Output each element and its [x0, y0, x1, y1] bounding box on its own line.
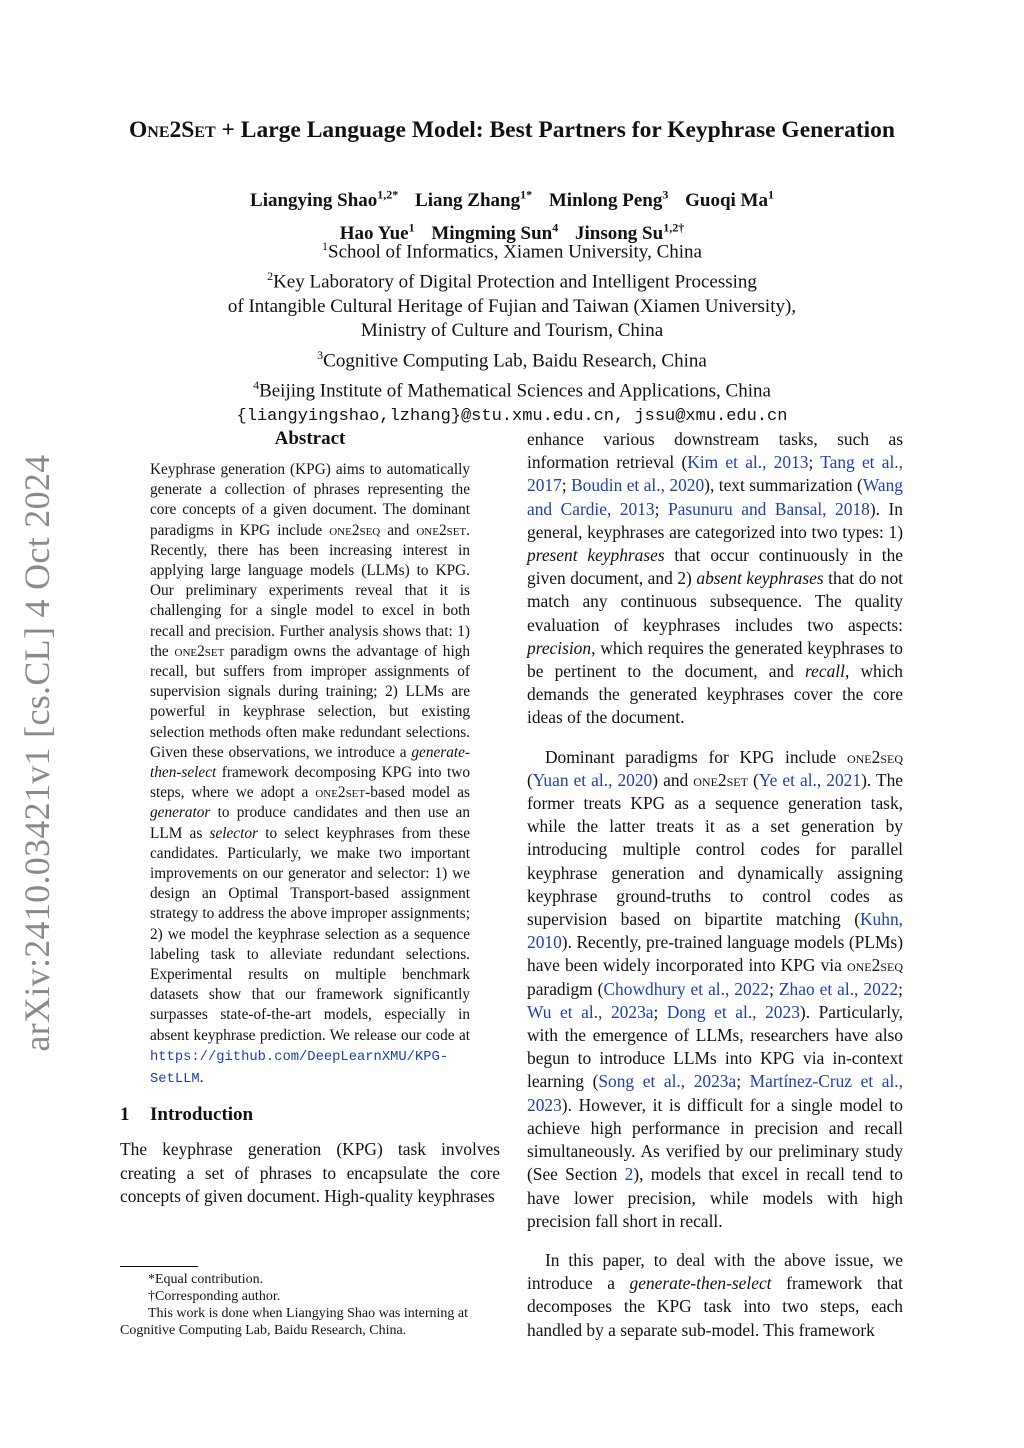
- citation-link[interactable]: Pasunuru and Bansal, 2018: [667, 498, 870, 519]
- footnotes: [120, 1266, 500, 1339]
- title-method-name: One2Set: [128, 117, 216, 143]
- author: Mingming Sun$^4$: [431, 220, 559, 244]
- citation-link[interactable]: Yuan et al., 2020: [532, 769, 653, 790]
- footnote-corresponding: †Corresponding author.: [148, 1289, 281, 1304]
- author-emails: {liangyingshao,lzhang}@stu.xmu.edu.cn, jssu@xmu.edu.cn: [236, 407, 788, 427]
- affiliation-4: $^4$Beijing Institute of Mathematical Sciences and Applications, China: [253, 377, 771, 402]
- left-column: [120, 428, 500, 1209]
- paper-title: [120, 116, 904, 144]
- code-link[interactable]: https://github.com/DeepLearnXMU/KPG-SetLLM: [150, 1049, 449, 1088]
- footnote-internship: This work is done when Liangying Shao was interning at Cognitive Computing Lab, Baidu Research, China.: [120, 1306, 469, 1338]
- citation-link[interactable]: Kim et al., 2013: [687, 452, 809, 473]
- affiliation-1: $^1$School of Informatics, Xiamen University, China: [322, 239, 702, 263]
- footnote-rule: [120, 1266, 198, 1267]
- abstract-heading: Abstract: [274, 428, 346, 449]
- right-column: [527, 428, 903, 1358]
- citation-link[interactable]: Chowdhury et al., 2022: [603, 978, 770, 999]
- footnote-equal: *Equal contribution.: [148, 1272, 264, 1287]
- author: Liangying Shao$^{1,2*}$: [250, 188, 399, 212]
- arxiv-id-text: arXiv:2410.03421v1 [cs.CL] 4 Oct 2024: [17, 454, 57, 1052]
- author: Liang Zhang$^{1*}$: [415, 188, 533, 212]
- section-reference-link[interactable]: 2: [624, 1164, 634, 1185]
- affiliation-3: $^3$Cognitive Computing Lab, Baidu Research, China: [317, 347, 707, 371]
- author: Minlong Peng$^3$: [548, 188, 669, 212]
- citation-link[interactable]: Ye et al., 2021: [758, 769, 862, 790]
- citation-link[interactable]: Tang et al., 2017: [527, 452, 903, 496]
- body-paragraph: Dominant paradigms for KPG include one2seq (Yuan et al., 2020) and one2set (Ye et al., 2021). The former treats KPG as a sequence generation task, while the latter treats it as a set generation by introducing multiple control codes for parallel keyphrase generation and dynamically assigning keyphrase ground-truths to control codes as supervision based on bipartite matching (Kuhn, 2010). Recently, pre-trained language models (PLMs) have been widely incorporated into KPG via one2seq paradigm (Chowdhury et al., 2022; Zhao et al., 2022; Wu et al., 2023a; Dong et al., 2023). Particularly, with the emergence of LLMs, researchers have also begun to introduce LLMs into KPG via in-context learning (Song et al., 2023a; Martínez-Cruz et al., 2023). However, it is difficult for a single model to achieve high performance in precision and recall simultaneously. As verified by our preliminary study (See Section 2), models that excel in recall tend to have lower precision, while models with high precision fall short in recall.: [527, 746, 904, 1231]
- author: Hao Yue$^1$: [339, 220, 415, 244]
- citation-link[interactable]: Martínez-Cruz et al., 2023: [527, 1071, 904, 1115]
- author: Guoqi Ma$^1$: [685, 188, 774, 212]
- citation-link[interactable]: Wu et al., 2023a: [527, 1001, 654, 1022]
- author: Jinsong $Su^{1,2\dagger}$: [575, 220, 685, 244]
- affiliations: [120, 234, 904, 429]
- citation-link[interactable]: Kuhn, 2010: [527, 909, 903, 953]
- section-heading-introduction: 1 Introduction: [120, 1104, 254, 1126]
- citation-link[interactable]: Dong et al., 2023: [666, 1001, 800, 1022]
- body-paragraph: enhance various downstream tasks, such as information retrieval (Kim et al., 2013; Tang et al., 2017; Boudin et al., 2020), text summarization (Wang and Cardie, 2013; Pasunuru and Bansal, 2018). In general, keyphrases are categorized into two types: 1) present keyphrases that occur continuously in the given document, and 2) absent keyphrases that do not match any continuous subsequence. The quality evaluation of keyphrases includes two aspects: precision, which requires the generated keyphrases to be pertinent to the document, and recall, which demands the generated keyphrases cover the core ideas of the document.: [527, 429, 903, 728]
- citation-link[interactable]: Zhao et al., 2022: [778, 978, 899, 999]
- title-rest: + Large Language Model: Best Partners for Keyphrase Generation: [215, 117, 895, 143]
- affiliation-2: $^2$Key Laboratory of Digital Protection and Intelligent Processing: [267, 269, 757, 293]
- intro-paragraph: The keyphrase generation (KPG) task involves creating a set of phrases to encapsulate the core concepts of given document. High-quality keyphrases: [120, 1139, 500, 1207]
- affiliation-2-cont: of Intangible Cultural Heritage of Fujian and Taiwan (Xiamen University),: [227, 295, 797, 317]
- abstract-body: Keyphrase generation (KPG) aims to automatically generate a collection of phrases representing the core concepts of a given document. The dominant paradigms in KPG include one2seq and one2set. Recently, there has been increasing interest in applying large language models (LLMs) to KPG. Our preliminary experiments reveal that it is challenging for a single model to excel in both recall and precision. Further analysis shows that: 1) the one2set paradigm owns the advantage of high recall, but suffers from improper assignments of supervision signals during training; 2) LLMs are powerful in keyphrase selection, but existing selection methods often make redundant selections. Given these observations, we introduce a generate-then-select framework decomposing KPG into two steps, where we adopt a one2set-based model as generator to produce candidates and then use an LLM as selector to select keyphrases from these candidates. Particularly, we make two important improvements on our generator and selector: 1) we design an Optimal Transport-based assignment strategy to address the above improper assignments; 2) we model the keyphrase selection as a sequence labeling task to alleviate redundant selections. Experimental results on multiple benchmark datasets show that our framework significantly surpasses state-of-the-art models, especially in absent keyphrase prediction. We release our code at https://github.com/DeepLearnXMU/KPG-SetLLM.: [150, 461, 471, 1088]
- arxiv-identifier: [12, 454, 62, 1052]
- citation-link[interactable]: Boudin et al., 2020: [571, 475, 705, 496]
- citation-link[interactable]: Song et al., 2023a: [598, 1071, 737, 1092]
- affiliation-2-cont: Ministry of Culture and Tourism, China: [360, 319, 664, 341]
- citation-link[interactable]: Wang and Cardie, 2013: [527, 475, 903, 519]
- body-paragraph: In this paper, to deal with the above issue, we introduce a generate-then-select framework that decomposes the KPG task into two steps, each handled by a separate sub-model. This framework: [527, 1249, 904, 1340]
